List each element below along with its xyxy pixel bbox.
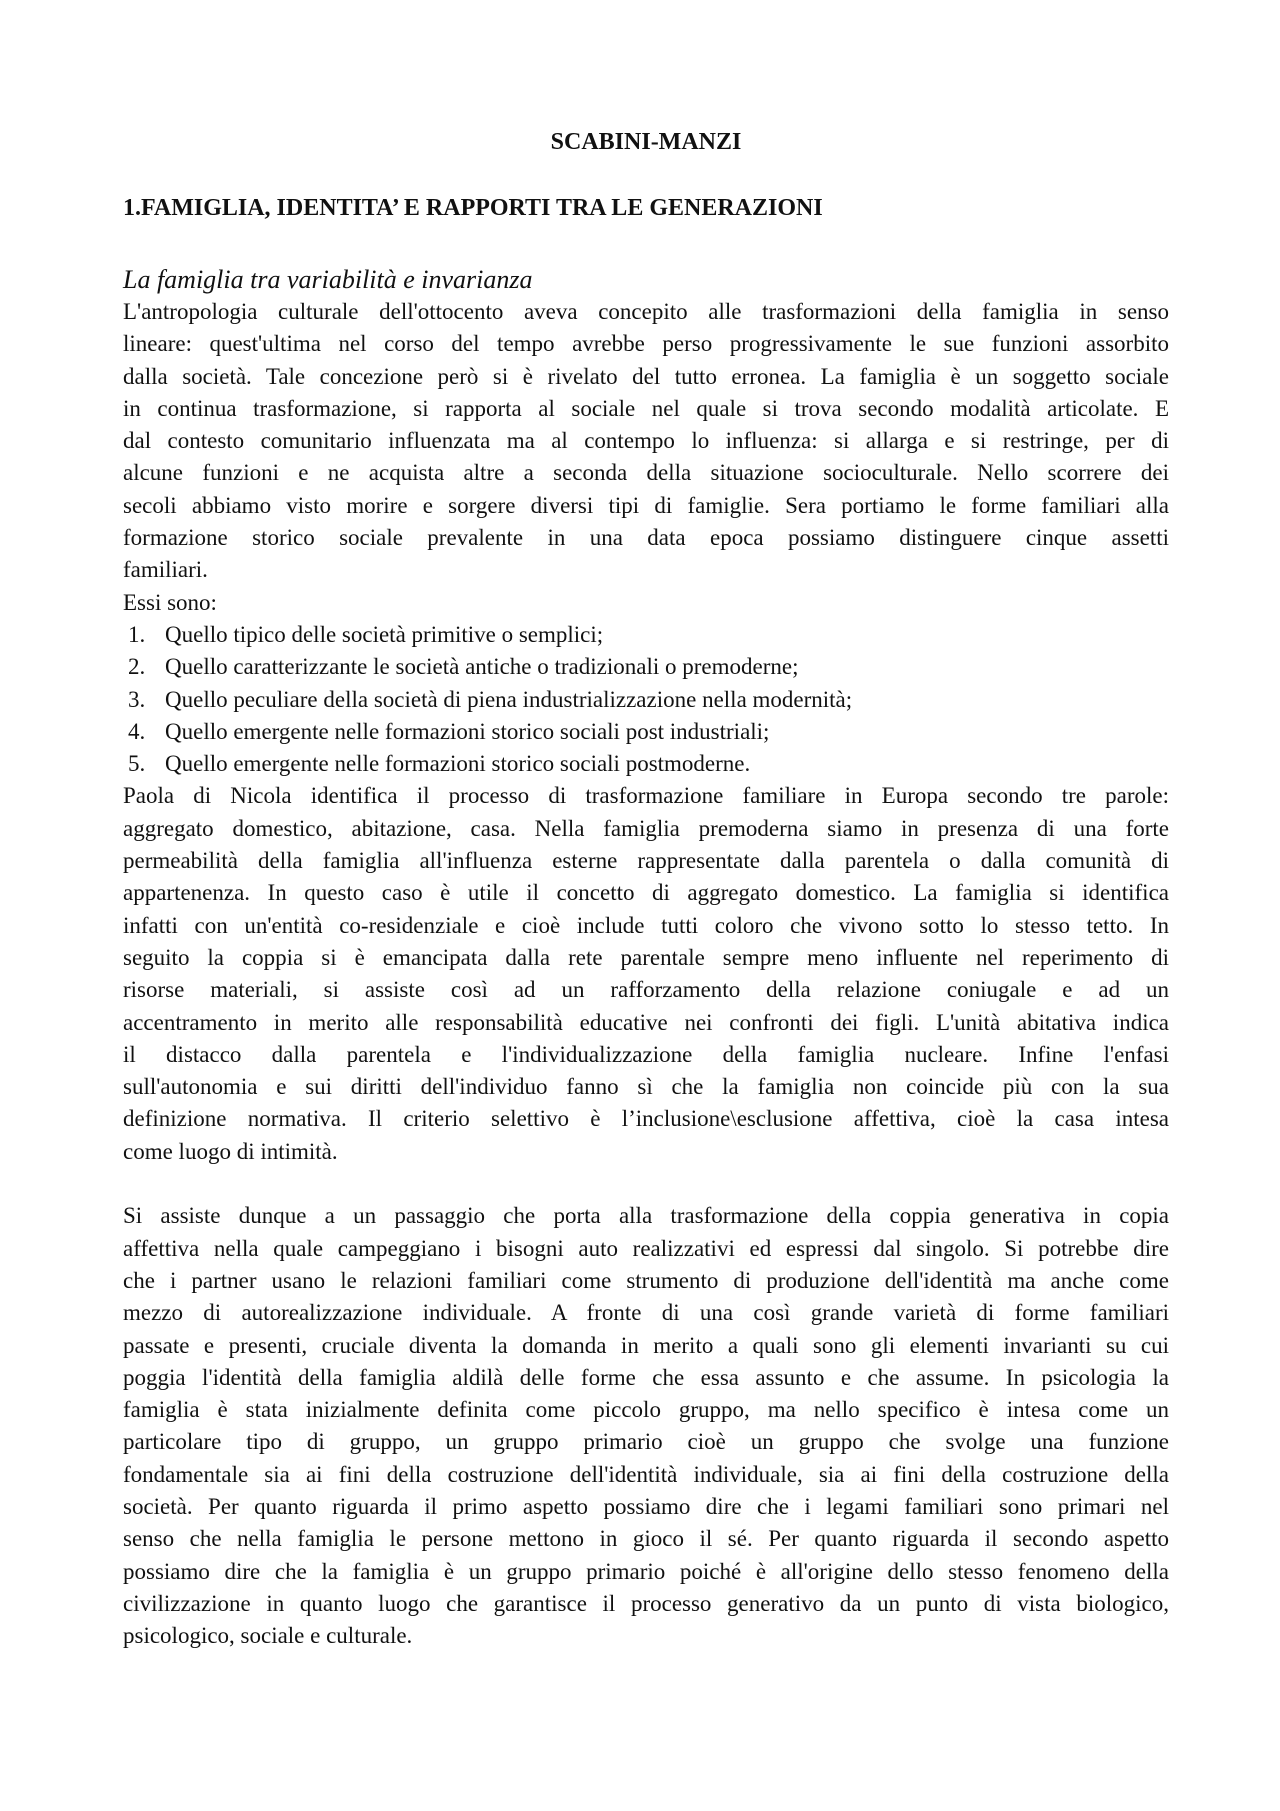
text-line: civilizzazione in quanto luogo che garantisce il processo generativo da un punto di vista biologico, <box>123 1590 1169 1616</box>
paragraph-intro <box>123 296 1169 587</box>
text-line: L'antropologia culturale dell'ottocento aveva concepito alle trasformazioni della famiglia in senso <box>123 299 1169 324</box>
text-line: particolare tipo di gruppo, un gruppo primario cioè un gruppo che svolge una funzione <box>123 1429 1169 1455</box>
section-subtitle: La famiglia tra variabilità e invarianza <box>123 265 533 294</box>
text-line: alcune funzioni e ne acquista altre a seconda della situazione socioculturale. Nello scorrere dei <box>123 460 1169 486</box>
numbered-list <box>123 619 1169 780</box>
text-line: in continua trasformazione, si rapporta al sociale nel quale si trova secondo modalità articolate. E <box>123 395 1169 421</box>
list-number: 5. <box>128 751 146 777</box>
text-line: possiamo dire che la famiglia è un gruppo primario poiché è all'origine dello stesso fenomeno della <box>123 1558 1169 1584</box>
paragraph-spacer <box>123 1168 1169 1200</box>
text-line: formazione storico sociale prevalente in una data epoca possiamo distinguere cinque assetti <box>123 525 1169 551</box>
list-intro: Essi sono: <box>123 589 217 615</box>
text-line: psicologico, sociale e culturale. <box>123 1623 413 1649</box>
document-body <box>123 296 1169 1652</box>
list-text: Quello caratterizzante le società antiche o tradizionali o premoderne; <box>165 654 799 680</box>
paragraph-primary-group <box>123 1200 1169 1652</box>
text-line: sull'autonomia e sui diritti dell'individuo fanno sì che la famiglia non coincide più con la sua <box>123 1074 1169 1100</box>
text-line: Paola di Nicola identifica il processo di trasformazione familiare in Europa secondo tre parole: <box>123 783 1169 809</box>
list-item <box>123 651 1169 683</box>
text-line: poggia l'identità della famiglia aldilà delle forme che essa assunto e che assume. In psicologia la <box>123 1364 1169 1390</box>
text-line: dalla società. Tale concezione però si è rivelato del tutto erronea. La famiglia è un soggetto sociale <box>123 363 1169 389</box>
paragraph-transformation <box>123 780 1169 1168</box>
list-number: 1. <box>128 621 146 647</box>
text-line: affettiva nella quale campeggiano i bisogni auto realizzativi ed espressi dal singolo. Si potrebbe dire <box>123 1235 1169 1261</box>
text-line: aggregato domestico, abitazione, casa. Nella famiglia premoderna siamo in presenza di una forte <box>123 815 1169 841</box>
text-line: che i partner usano le relazioni familiari come strumento di produzione dell'identità ma anche come <box>123 1267 1169 1293</box>
list-item <box>123 748 1169 780</box>
text-line: il distacco dalla parentela e l'individualizzazione della famiglia nucleare. Infine l'enfasi <box>123 1041 1169 1067</box>
chapter-heading: 1.FAMIGLIA, IDENTITA’ E RAPPORTI TRA LE GENERAZIONI <box>123 195 823 221</box>
text-line: lineare: quest'ultima nel corso del tempo avrebbe perso progressivamente le sue funzioni assorbito <box>123 331 1169 357</box>
text-line: infatti con un'entità co-residenziale e cioè include tutti coloro che vivono sotto lo stesso tetto. In <box>123 912 1169 938</box>
list-text: Quello peculiare della società di piena industrializzazione nella modernità; <box>165 686 853 712</box>
list-item <box>123 716 1169 748</box>
text-line: senso che nella famiglia le persone mettono in gioco il sé. Per quanto riguarda il secondo aspetto <box>123 1526 1169 1552</box>
text-line: famiglia è stata inizialmente definita come piccolo gruppo, ma nello specifico è intesa come un <box>123 1397 1169 1423</box>
text-line: risorse materiali, si assiste così ad un rafforzamento della relazione coniugale e ad un <box>123 977 1169 1003</box>
list-number: 2. <box>128 654 146 680</box>
document-title: SCABINI-MANZI <box>550 129 742 155</box>
list-text: Quello emergente nelle formazioni storico sociali postmoderne. <box>165 751 751 777</box>
text-line: dal contesto comunitario influenzata ma al contempo lo influenza: si allarga e si restringe, per di <box>123 428 1169 454</box>
text-line: appartenenza. In questo caso è utile il concetto di aggregato domestico. La famiglia si identifica <box>123 880 1169 906</box>
text-line: seguito la coppia si è emancipata dalla rete parentale sempre meno influente nel reperimento di <box>123 944 1169 970</box>
list-text: Quello tipico delle società primitive o semplici; <box>165 621 604 647</box>
text-line: mezzo di autorealizzazione individuale. A fronte di una così grande varietà di forme familiari <box>123 1300 1169 1326</box>
list-number: 4. <box>128 718 146 744</box>
text-line: familiari. <box>123 557 208 583</box>
text-line: Si assiste dunque a un passaggio che porta alla trasformazione della coppia generativa in copia <box>123 1203 1169 1229</box>
text-line: definizione normativa. Il criterio selettivo è l’inclusione\esclusione affettiva, cioè la casa intesa <box>123 1106 1169 1132</box>
list-number: 3. <box>128 686 146 712</box>
list-item <box>123 619 1169 651</box>
text-line: fondamentale sia ai fini della costruzione dell'identità individuale, sia ai fini della costruzione della <box>123 1461 1169 1487</box>
text-line: passate e presenti, cruciale diventa la domanda in merito a quali sono gli elementi invarianti su cui <box>123 1332 1169 1358</box>
text-line: permeabilità della famiglia all'influenza esterne rappresentate dalla parentela o dalla comunità di <box>123 848 1169 874</box>
text-line: accentramento in merito alle responsabilità educative nei confronti dei figli. L'unità abitativa indica <box>123 1009 1169 1035</box>
text-line: come luogo di intimità. <box>123 1138 338 1164</box>
list-text: Quello emergente nelle formazioni storico sociali post industriali; <box>165 718 770 744</box>
list-item <box>123 684 1169 716</box>
text-line: società. Per quanto riguarda il primo aspetto possiamo dire che i legami familiari sono primari nel <box>123 1493 1169 1519</box>
text-line: secoli abbiamo visto morire e sorgere diversi tipi di famiglie. Sera portiamo le forme familiari alla <box>123 492 1169 518</box>
